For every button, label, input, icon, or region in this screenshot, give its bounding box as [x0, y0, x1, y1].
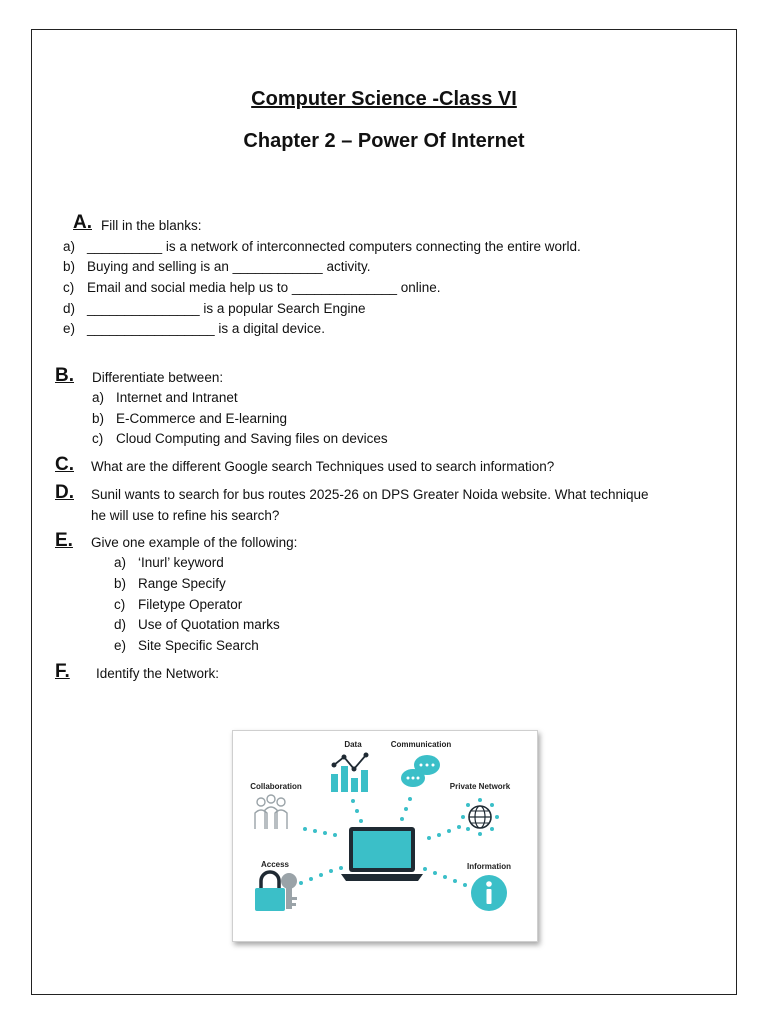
list-marker: a): [63, 239, 76, 254]
section-c-letter: C.: [55, 454, 74, 475]
section-d-letter: D.: [55, 482, 74, 503]
list-marker: a): [92, 390, 105, 405]
section-d-question-line1: Sunil wants to search for bus routes 2025-26 on DPS Greater Noida website. What technique: [91, 487, 649, 502]
section-d-question-line2: he will use to refine his search?: [91, 508, 280, 523]
chat-bubbles-icon: [401, 755, 440, 787]
section-b-letter: B.: [55, 365, 74, 386]
label-information: Information: [467, 862, 511, 871]
list-marker: b): [114, 576, 127, 591]
label-communication: Communication: [390, 740, 452, 749]
list-marker: d): [114, 617, 127, 632]
lock-key-icon: [255, 872, 297, 911]
page-title: Computer Science -Class VI: [251, 88, 517, 110]
section-e-letter: E.: [55, 530, 73, 551]
list-item: __________ is a network of interconnected computers connecting the entire world.: [87, 239, 581, 254]
list-marker: a): [114, 555, 127, 570]
list-marker: b): [63, 259, 76, 274]
list-marker: e): [114, 638, 127, 653]
list-item: Internet and Intranet: [116, 390, 238, 405]
bar-chart-icon: [331, 753, 369, 793]
list-marker: c): [114, 597, 126, 612]
people-group-icon: [255, 795, 287, 829]
list-marker: c): [63, 280, 75, 295]
section-e-heading: Give one example of the following:: [91, 535, 298, 550]
list-item: E-Commerce and E-learning: [116, 411, 288, 426]
list-item: Filetype Operator: [138, 597, 243, 612]
section-c-question: What are the different Google search Techniques used to search information?: [91, 459, 555, 474]
chapter-title: Chapter 2 – Power Of Internet: [243, 130, 525, 152]
list-item: _______________ is a popular Search Engine: [87, 301, 366, 316]
laptop-icon: [341, 827, 423, 881]
label-private-network: Private Network: [449, 782, 511, 791]
label-data: Data: [344, 740, 362, 749]
list-item: Email and social media help us to ______________ online.: [87, 280, 441, 295]
section-a-letter: A.: [73, 212, 92, 233]
list-item: Buying and selling is an ____________ activity.: [87, 259, 371, 274]
section-f-heading: Identify the Network:: [96, 666, 220, 681]
section-a-heading: Fill in the blanks:: [101, 218, 202, 233]
list-marker: c): [92, 431, 104, 446]
list-item: _________________ is a digital device.: [87, 321, 325, 336]
section-f-letter: F.: [55, 661, 70, 682]
section-b-heading: Differentiate between:: [92, 370, 224, 385]
list-marker: b): [92, 411, 105, 426]
list-item: Use of Quotation marks: [138, 617, 280, 632]
list-item: Site Specific Search: [138, 638, 259, 653]
list-item: Range Specify: [138, 576, 226, 591]
list-marker: d): [63, 301, 76, 316]
label-collaboration: Collaboration: [250, 782, 302, 791]
info-icon: [471, 875, 507, 911]
list-item: Cloud Computing and Saving files on devices: [116, 431, 388, 446]
label-access: Access: [260, 860, 290, 869]
network-diagram: [232, 730, 538, 942]
globe-icon: [461, 798, 499, 836]
list-item: ‘Inurl’ keyword: [138, 555, 224, 570]
list-marker: e): [63, 321, 76, 336]
